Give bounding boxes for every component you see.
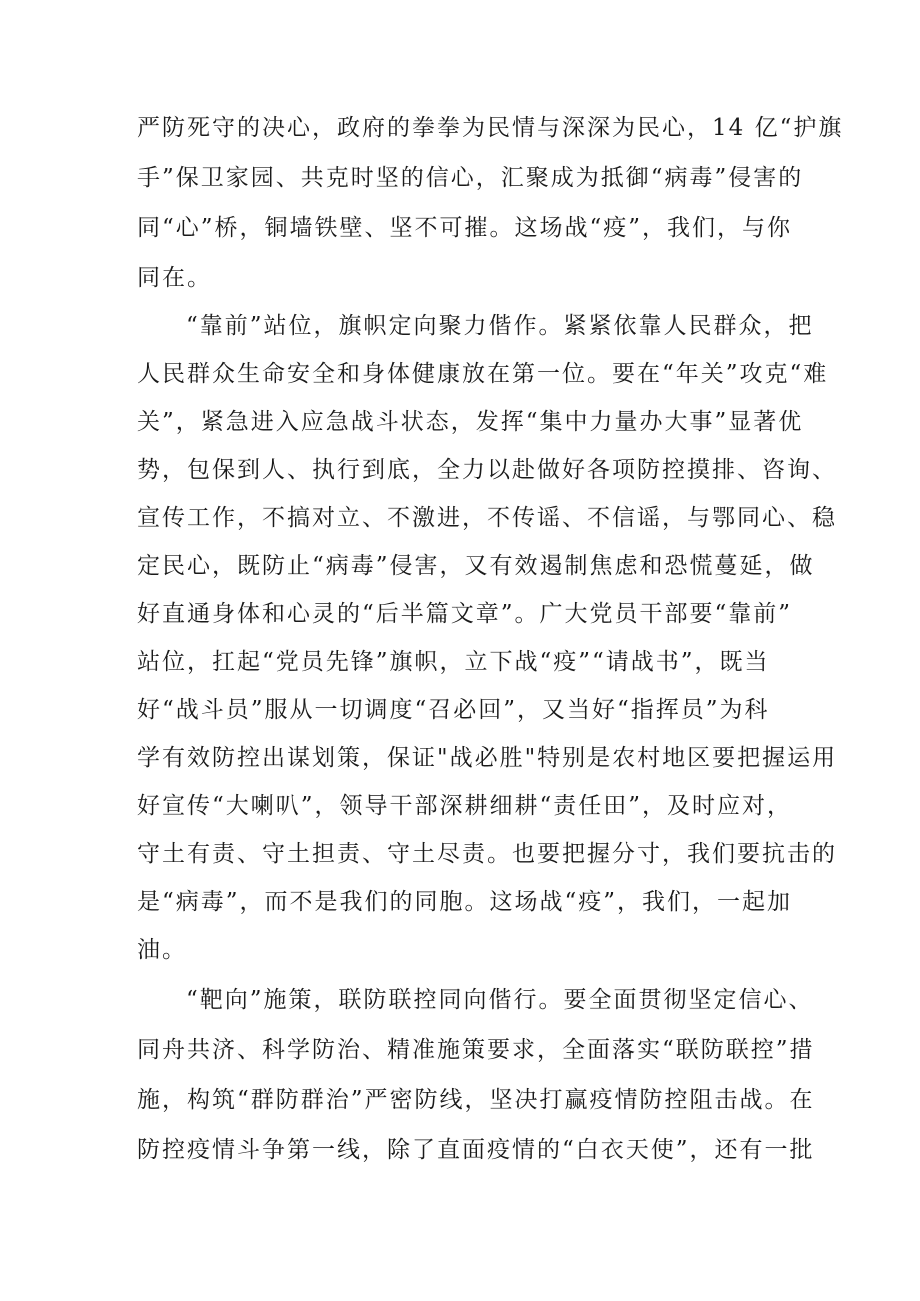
text-line: 严防死守的决心，政府的拳拳为民情与深深为民心，14 亿“护旗: [137, 115, 844, 141]
text-line: 守土有责、守土担责、守土尽责。也要把握分寸，我们要抗击的: [137, 841, 837, 867]
text-line: 宣传工作，不搞对立、不激进，不传谣、不信谣，与鄂同心、稳: [137, 505, 837, 531]
text-line: 油。: [137, 937, 187, 963]
text-line: 好“战斗员”服从一切调度“召必回”，又当好“指挥员”为科: [137, 697, 770, 723]
text-line: 好宣传“大喇叭”，领导干部深耕细耕“责任田”，及时应对，: [137, 793, 793, 819]
text-line: 学有效防控出谋划策，保证"战必胜"特别是农村地区要把握运用: [137, 745, 838, 771]
text-line: 站位，扛起“党员先锋”旗帜，立下战“疫”“请战书”，既当: [137, 649, 770, 675]
text-line: 同在。: [137, 265, 212, 291]
text-line: 关”，紧急进入应急战斗状态，发挥“集中力量办大事”显著优: [137, 409, 804, 435]
text-line: 同舟共济、科学防治、精准施策要求，全面落实“联防联控”措: [137, 1037, 815, 1063]
text-line: 手”保卫家园、共克时坚的信心，汇聚成为抵御“病毒”侵害的: [137, 165, 804, 191]
text-line: 同“心”桥，铜墙铁壁、坚不可摧。这场战“疫”，我们，与你: [137, 215, 793, 241]
text-line: 施，构筑“群防群治”严密防线，坚决打赢疫情防控阻击战。在: [137, 1087, 815, 1113]
text-line: 人民群众生命安全和身体健康放在第一位。要在“年关”攻克“难: [137, 361, 829, 387]
text-line: 势，包保到人、执行到底，全力以赴做好各项防控摸排、咨询、: [137, 457, 837, 483]
text-line: 是“病毒”，而不是我们的同胞。这场战“疫”，我们，一起加: [137, 889, 793, 915]
text-line: 定民心，既防止“病毒”侵害，又有效遏制焦虑和恐慌蔓延，做: [137, 553, 815, 579]
paragraph-first-line: “靠前”站位，旗帜定向聚力偕作。紧紧依靠人民群众，把: [186, 313, 814, 339]
text-line: 好直通身体和心灵的“后半篇文章”。广大党员干部要“靠前”: [137, 601, 793, 627]
paragraph-first-line: “靶向”施策，联防联控同向偕行。要全面贯彻坚定信心、: [186, 987, 814, 1013]
text-line: 防控疫情斗争第一线，除了直面疫情的“白衣天使”，还有一批: [137, 1137, 815, 1163]
